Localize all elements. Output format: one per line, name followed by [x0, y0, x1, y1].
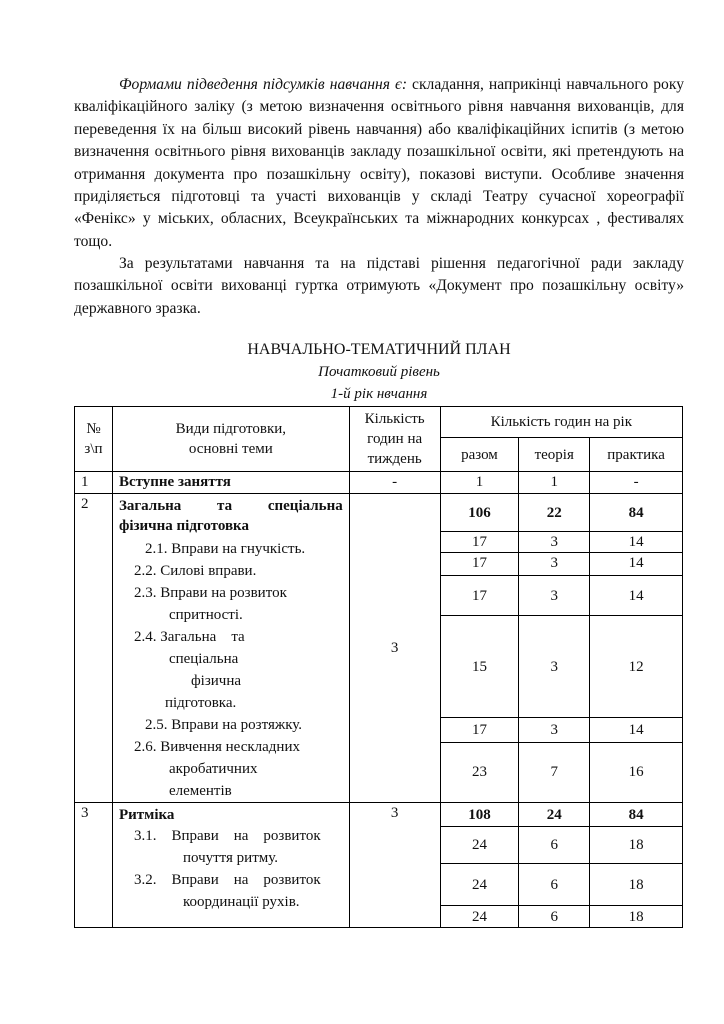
row-practice: 84: [590, 803, 683, 827]
subtopic: 2.4. Загальна та: [133, 629, 245, 645]
row-theory: 6: [519, 827, 590, 864]
subtopic: спеціальна: [168, 651, 239, 667]
header-total: разом: [440, 438, 519, 472]
subtopic: 2.6. Вивчення нескладних: [133, 739, 300, 755]
row-practice: 12: [590, 616, 683, 717]
row-theory: 3: [519, 616, 590, 717]
row-practice: 14: [590, 553, 683, 576]
row-total: 24: [440, 864, 519, 906]
row-topic: [112, 494, 349, 803]
header-weekly-hours: Кількість годин на тиждень: [349, 407, 440, 472]
subtopic: 3.1. Вправи на розвиток: [133, 828, 321, 844]
row-total: 108: [440, 803, 519, 827]
row-theory: 3: [519, 532, 590, 553]
row-practice: 84: [590, 494, 683, 532]
subtopic: координації рухів.: [182, 894, 300, 910]
table-row: [75, 494, 683, 532]
row-number: 3: [75, 803, 113, 928]
header-topic: Види підготовки, основні теми: [112, 407, 349, 472]
intro-paragraph-2: За результатами навчання та на підставі рішення педагогічної ради закладу позашкільної освіти вихованці гуртка отримують «Документ про позашкільну освіту» державного зразка.: [74, 255, 684, 317]
plan-level: Початковий рівень: [318, 364, 440, 380]
header-yearly-hours: Кількість годин на рік: [440, 407, 682, 438]
row-total: 1: [440, 472, 519, 494]
row-theory: 3: [519, 576, 590, 616]
row-total: 15: [440, 616, 519, 717]
row-theory: 22: [519, 494, 590, 532]
row-topic-title: Загальна та спеціальна: [118, 498, 343, 514]
row-theory: 3: [519, 717, 590, 742]
subtopic: елементів: [168, 783, 232, 799]
row-practice: 18: [590, 864, 683, 906]
row-topic-title: фізична підготовка: [118, 518, 249, 534]
subtopic: фізична: [190, 673, 242, 689]
row-weekly: -: [349, 472, 440, 494]
intro-text: складання, наприкінці навчального року кваліфікаційного заліку (з метою визначення освітнього рівня навчання вихованців, для переведення їх на більш високий рівень навчання) або кваліфікаційних іспитів (з метою визначення освітнього рівня вихованців закладу позашкільної освіти, які претендують на отримання документа про позашкільну освіту), показові виступи. Особливе значення приділяється підготовці та участі вихованців у складі Театру сучасної хореографії «Фенікс» у міських, обласних, Всеукраїнських та міжнародних конкурсах , фестивалях тощо.: [74, 76, 684, 250]
table-row: [75, 803, 683, 827]
row-weekly: 3: [349, 494, 440, 803]
row-total: 17: [440, 532, 519, 553]
row-number: 1: [75, 472, 113, 494]
subtopic: почуття ритму.: [182, 850, 279, 866]
subtopic: 2.1. Вправи на гнучкість.: [144, 541, 306, 557]
row-practice: 14: [590, 576, 683, 616]
row-topic-title: Ритміка: [118, 807, 175, 823]
intro-paragraph-1: [74, 74, 684, 253]
header-theory: теорія: [519, 438, 590, 472]
subtopic: 2.3. Вправи на розвиток: [133, 585, 287, 601]
row-practice: 18: [590, 906, 683, 928]
row-total: 17: [440, 553, 519, 576]
subtopic: 2.5. Вправи на розтяжку.: [144, 717, 303, 733]
row-practice: 16: [590, 742, 683, 802]
row-practice: -: [590, 472, 683, 494]
row-theory: 6: [519, 864, 590, 906]
row-total: 24: [440, 827, 519, 864]
row-total: 17: [440, 576, 519, 616]
subtopic: 2.2. Силові вправи.: [133, 563, 257, 579]
row-theory: 24: [519, 803, 590, 827]
row-total: 17: [440, 717, 519, 742]
row-topic: Вступне заняття: [112, 472, 349, 494]
plan-table: [74, 406, 683, 928]
subtopic: підготовка.: [164, 695, 237, 711]
subtopic: акробатичних: [168, 761, 258, 777]
row-topic: [112, 803, 349, 928]
subtopic: 3.2. Вправи на розвиток: [133, 872, 321, 888]
plan-title: НАВЧАЛЬНО-ТЕМАТИЧНИЙ ПЛАН: [247, 341, 511, 358]
subtopic: спритності.: [168, 607, 243, 623]
row-practice: 14: [590, 717, 683, 742]
row-theory: 3: [519, 553, 590, 576]
row-practice: 14: [590, 532, 683, 553]
table-row: [75, 472, 683, 494]
row-theory: 6: [519, 906, 590, 928]
row-total: 24: [440, 906, 519, 928]
row-theory: 1: [519, 472, 590, 494]
row-practice: 18: [590, 827, 683, 864]
row-weekly: 3: [349, 803, 440, 928]
plan-year: 1-й рік нвчання: [330, 386, 428, 402]
row-number: 2: [75, 494, 113, 803]
header-number: № з\п: [75, 407, 113, 472]
row-total: 106: [440, 494, 519, 532]
intro-lead: Формами підведення підсумків навчання є:: [119, 76, 408, 93]
row-theory: 7: [519, 742, 590, 802]
header-practice: практика: [590, 438, 683, 472]
row-total: 23: [440, 742, 519, 802]
